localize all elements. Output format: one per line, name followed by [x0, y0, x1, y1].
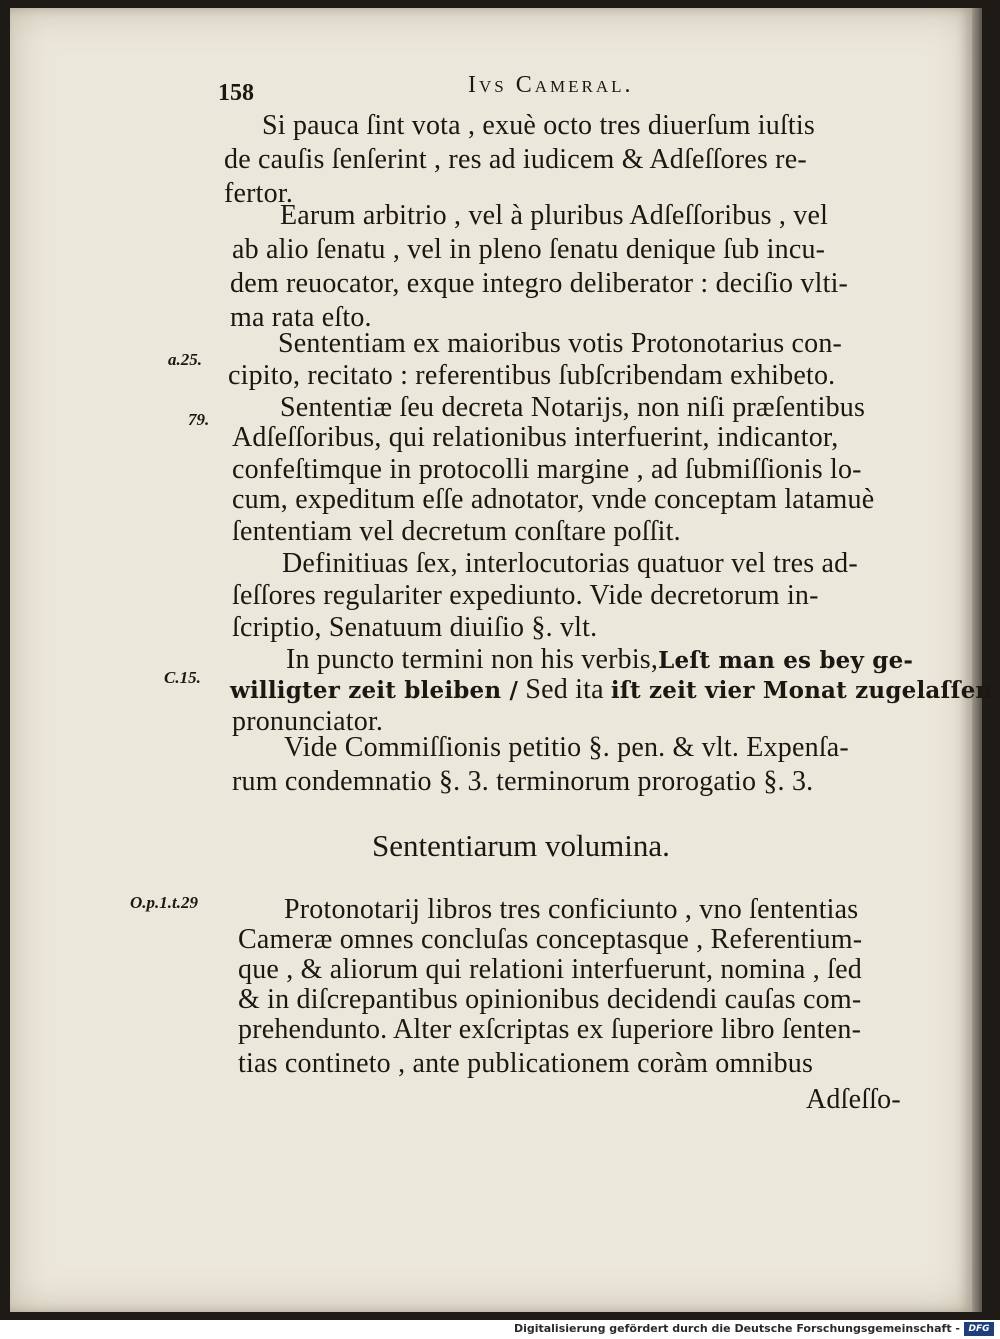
dfg-logo: DFG: [964, 1322, 994, 1336]
text-line: Earum arbitrio , vel à pluribus Adſeſſoribus , vel: [280, 200, 829, 231]
text-line: [230, 676, 992, 704]
text-line: de cauſis ſenſerint , res ad iudicem & Adſeſſores re-: [224, 144, 807, 175]
german-blackletter-text: iſt zeit vier Monat zugelaſſen: [610, 677, 993, 704]
text-line: Si pauca ſint vota , exuè octo tres diuerſum iuſtis: [262, 110, 815, 141]
page-edge: [972, 8, 982, 1312]
latin-text: In puncto termini non his verbis,: [286, 644, 659, 675]
text-line: [286, 646, 913, 674]
text-line: Sententiæ ſeu decreta Notarijs, non niſi præſentibus: [280, 392, 866, 423]
text-line: Protonotarij libros tres conficiunto , vno ſententias: [284, 894, 859, 925]
text-line: Definitiuas ſex, interlocutorias quatuor vel tres ad-: [282, 548, 858, 579]
text-line: & in diſcrepantibus opinionibus decidendi cauſas com-: [238, 984, 862, 1015]
text-line: pronunciator.: [232, 706, 384, 737]
text-line: ſeſſores regulariter expediunto. Vide decretorum in-: [232, 580, 819, 611]
text-line: rum condemnatio §. 3. terminorum prorogatio §. 3.: [232, 766, 814, 797]
text-line: tias contineto , ante publicationem coràm omnibus: [238, 1048, 814, 1079]
section-heading: Sententiarum volumina.: [372, 828, 670, 863]
text-line: ſcriptio, Senatuum diuiſio §. vlt.: [232, 612, 598, 643]
footer-credit: Digitalisierung gefördert durch die Deutsche Forschungsgemeinschaft -: [513, 1322, 960, 1335]
text-line: ſententiam vel decretum conſtare poſſit.: [232, 516, 681, 547]
text-line: cipito, recitato : referentibus ſubſcribendam exhibeto.: [228, 360, 836, 391]
text-line: Adſeſſoribus, qui relationibus interfuerint, indicantor,: [232, 422, 839, 453]
german-blackletter-text: willigter zeit bleiben /: [230, 677, 519, 704]
margin-note: O.p.1.t.29: [130, 893, 198, 912]
latin-text: Sed ita: [518, 674, 611, 705]
text-line: confeſtimque in protocolli margine , ad ſubmiſſionis lo-: [232, 454, 862, 485]
catchword: Adſeſſo-: [806, 1084, 901, 1115]
running-head: Ivs Cameral.: [468, 72, 634, 98]
margin-note: a.25.: [168, 350, 202, 369]
text-line: ma rata eſto.: [230, 302, 372, 333]
text-line: Cameræ omnes concluſas conceptasque , Referentium-: [238, 924, 863, 955]
german-blackletter-text: Leſt man es bey ge-: [658, 647, 914, 674]
margin-note: C.15.: [164, 668, 201, 687]
text-line: fertor.: [224, 178, 294, 209]
text-line: cum, expeditum eſſe adnotator, vnde conceptam latamuè: [232, 484, 875, 515]
text-line: dem reuocator, exque integro deliberator : deciſio vlti-: [230, 268, 849, 299]
footer-bar: [0, 1320, 1000, 1339]
text-line: Sententiam ex maioribus votis Protonotarius con-: [278, 328, 843, 359]
text-line: ab alio ſenatu , vel in pleno ſenatu denique ſub incu-: [232, 234, 826, 265]
text-line: que , & aliorum qui relationi interfuerunt, nomina , ſed: [238, 954, 862, 985]
page-number: 158: [218, 80, 254, 106]
margin-note: 79.: [188, 410, 210, 429]
text-line: prehendunto. Alter exſcriptas ex ſuperiore libro ſenten-: [238, 1014, 862, 1045]
text-line: Vide Commiſſionis petitio §. pen. & vlt. Expenſa-: [284, 732, 849, 763]
